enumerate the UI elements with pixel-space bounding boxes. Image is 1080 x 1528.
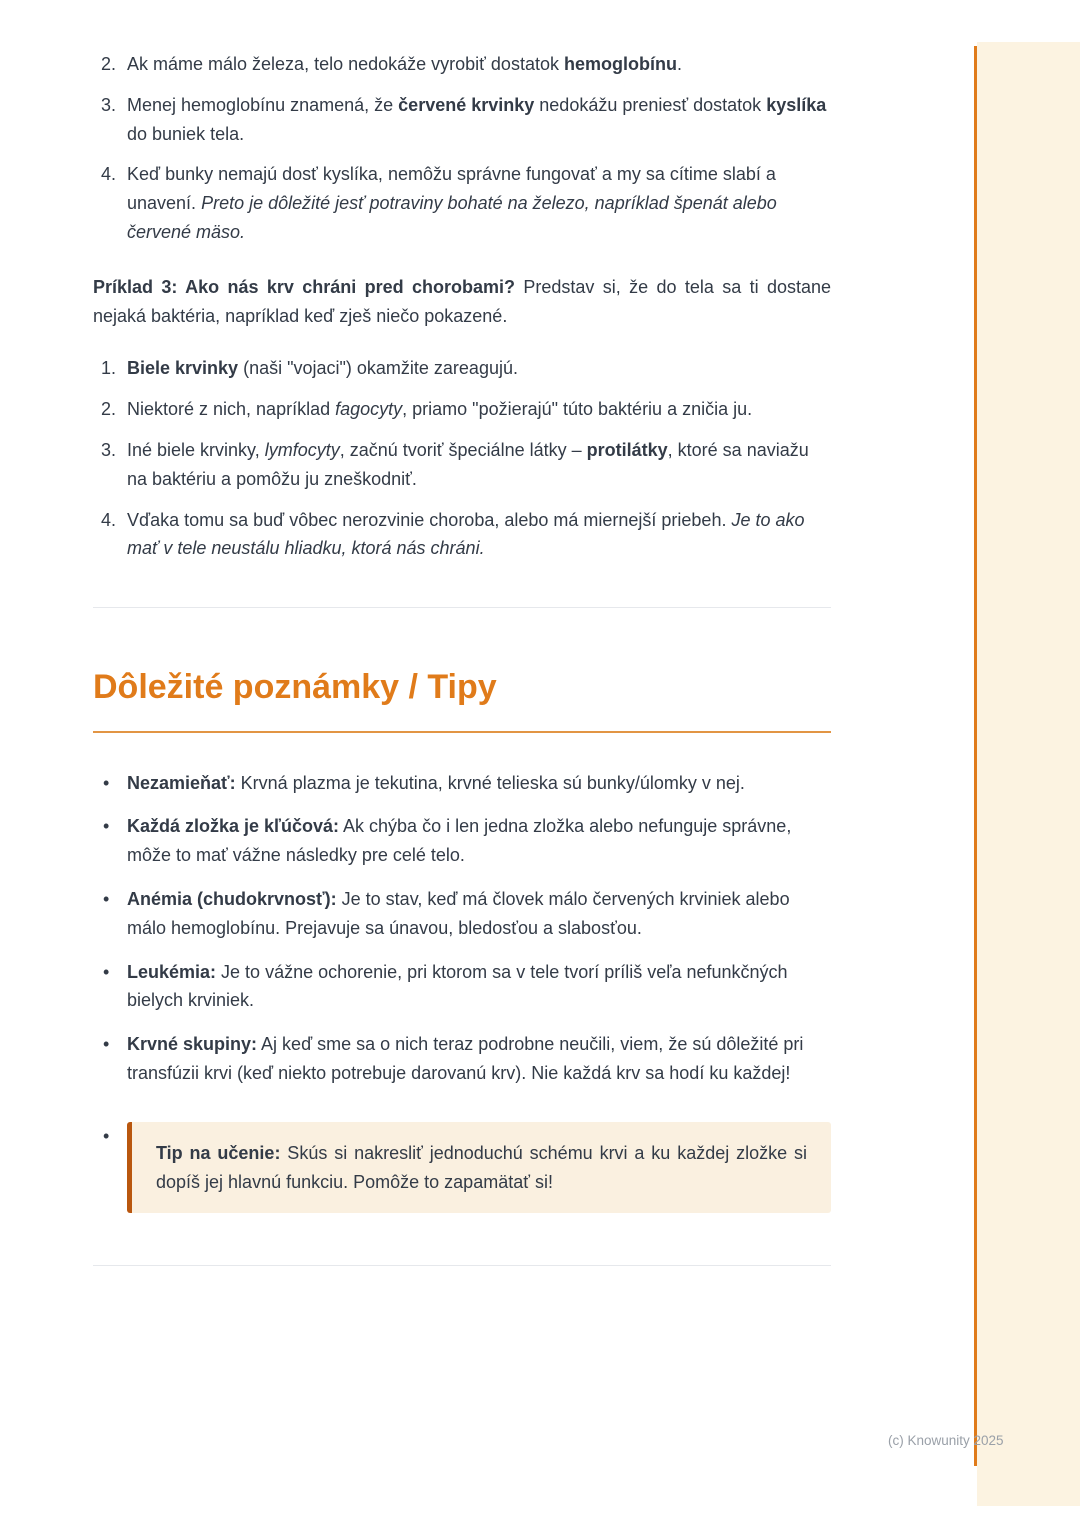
section-heading: Dôležité poznámky / Tipy — [93, 660, 831, 732]
list-item — [93, 91, 831, 149]
section-divider — [93, 1265, 831, 1266]
bullet-marker: • — [103, 961, 110, 982]
list-item-text: Keď bunky nemajú dosť kyslíka, nemôžu správne fungovať a my sa cítime slabí a unavení. Preto je dôležité jesť potraviny bohaté na železo, napríklad špenát alebo červené mäso. — [127, 164, 777, 242]
list-item — [93, 812, 831, 870]
tip-bullet-row — [93, 1122, 831, 1214]
numbered-list-iron — [93, 50, 831, 247]
list-item-text: Niektoré z nich, napríklad fagocyty, priamo "požierajú" túto baktériu a zničia ju. — [127, 399, 753, 420]
footer-credit: (c) Knowunity 2025 — [888, 1433, 1004, 1448]
list-marker: 4. — [101, 509, 117, 530]
example3-paragraph: Príklad 3: Ako nás krv chráni pred chorobami? Predstav si, že do tela sa ti dostane nejaká baktéria, napríklad keď zješ niečo pokazené. — [93, 276, 831, 326]
list-item-text: Vďaka tomu sa buď vôbec nerozvinie choroba, alebo má miernejší priebeh. Je to ako mať v tele neustálu hliadku, ktorá nás chráni. — [127, 509, 805, 559]
page-edge-accent-line — [974, 46, 977, 1466]
bullet-marker: • — [103, 1034, 110, 1055]
list-item-text: Leukémia: Je to vážne ochorenie, pri ktorom sa v tele tvorí príliš veľa nefunkčných bielych krviniek. — [127, 961, 788, 1011]
list-item-text: Anémia (chudokrvnosť): Je to stav, keď má človek málo červených krviniek alebo málo hemoglobínu. Prejavuje sa únavou, bledosťou a slabosťou. — [127, 888, 790, 938]
list-marker: 2. — [101, 54, 117, 74]
section-divider — [93, 607, 831, 608]
bullet-marker: • — [103, 888, 110, 909]
list-item — [93, 885, 831, 943]
tip-text: Tip na učenie: Skús si nakresliť jednoduchú schému krvi a ku každej zložke si dopíš jej hlavnú funkciu. Pomôže to zapamätať si! — [156, 1142, 807, 1192]
list-item-text: Každá zložka je kľúčová: Ak chýba čo i len jedna zložka alebo nefunguje správne, môže to mať vážne následky pre celé telo. — [127, 816, 792, 866]
list-item-text: Ak máme málo železa, telo nedokáže vyrobiť dostatok hemoglobínu. — [127, 54, 682, 74]
list-marker: 3. — [101, 439, 117, 460]
list-item-text: Krvné skupiny: Aj keď sme sa o nich teraz podrobne neučili, viem, že sú dôležité pri transfúzii krvi (keď niekto potrebuje darovanú krv). Nie každá krv sa hodí ku každej! — [127, 1034, 804, 1083]
list-item — [93, 958, 831, 1016]
list-item — [93, 436, 831, 494]
bullet-marker: • — [103, 1125, 110, 1146]
list-marker: 3. — [101, 94, 117, 115]
list-item — [93, 769, 831, 798]
bullet-marker: • — [103, 772, 110, 793]
list-item-text: Iné biele krvinky, lymfocyty, začnú tvoriť špeciálne látky – protilátky, ktoré sa naviažu na baktériu a pomôžu ju zneškodniť. — [127, 439, 809, 489]
tip-callout — [127, 1122, 831, 1214]
list-item-text: Menej hemoglobínu znamená, že červené krvinky nedokážu preniesť dostatok kyslíka do buniek tela. — [127, 94, 827, 144]
list-item — [93, 160, 831, 246]
list-marker: 4. — [101, 164, 117, 185]
list-item — [93, 1030, 831, 1088]
bullet-marker: • — [103, 816, 110, 837]
list-marker: 2. — [101, 399, 117, 420]
page-edge-strip — [977, 42, 1080, 1506]
notes-bullet-list — [93, 769, 831, 1088]
numbered-list-immune — [93, 354, 831, 563]
list-item — [93, 506, 831, 564]
list-item — [93, 50, 831, 79]
list-marker: 1. — [101, 358, 117, 379]
list-item — [93, 354, 831, 383]
list-item — [93, 395, 831, 424]
list-item-text: Biele krvinky (naši "vojaci") okamžite zareagujú. — [127, 358, 518, 379]
list-item-text: Nezamieňať: Krvná plazma je tekutina, krvné telieska sú bunky/úlomky v nej. — [127, 772, 745, 793]
document-content — [93, 50, 831, 1266]
